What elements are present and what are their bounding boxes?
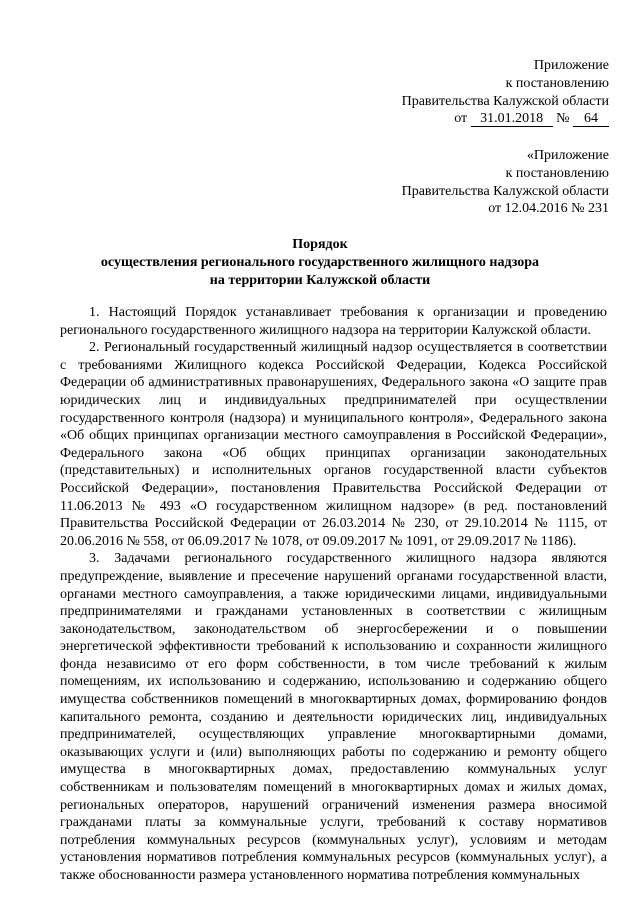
appendix-header (402, 57, 609, 128)
resolution-date: 31.01.2018 (471, 112, 553, 127)
ot-label: от (454, 111, 468, 127)
original-date-number: от 12.04.2016 № 231 (488, 201, 609, 217)
original-resolution-label: к постановлению (505, 165, 609, 181)
title-line-2: осуществления регионального государственного жилищного надзора (100, 254, 540, 270)
document-body (60, 304, 607, 885)
title-line-3: на территории Калужской области (209, 272, 431, 288)
original-appendix-header (402, 147, 609, 218)
resolution-number: 64 (573, 112, 609, 127)
paragraph-3: 3. Задачами регионального государственного жилищного надзора являются предупреждение, выявление и пресечение нарушений органами государственной власти, органами местного самоуправления, а также юридическими лицами, индивидуальными предпринимателями и гражданами установленных в соответствии с жилищным законодательством, законодательством об энергосбережении и о повышении энергетической эффективности требований к использованию и сохранности жилищного фонда независимо от его форм собственности, в том числе требований к жилым помещениям, их использованию и содержанию, использованию и содержанию общего имущества собственников помещений в многоквартирных домах, формированию фондов капитального ремонта, созданию и деятельности юридических лиц, индивидуальных предпринимателей, осуществляющих управление многоквартирными домами, оказывающих услуги и (или) выполняющих работы по содержанию и ремонту общего имущества в многоквартирных домах, предоставлению коммунальных услуг собственникам и пользователям помещений в многоквартирных домах и жилых домах, региональных операторов, нарушений ограничений изменения размера вносимой гражданами платы за коммунальные услуги, требований к составу нормативов потребления коммунальных ресурсов (коммунальных услуг), условиям и методам установления нормативов потребления коммунальных ресурсов (коммунальных услуг), а также обоснованности размера установленного норматива потребления коммунальных (60, 551, 607, 883)
original-government-label: Правительства Калужской области (401, 183, 609, 199)
paragraph-2: 2. Региональный государственный жилищный надзор осуществляется в соответствии с требованиями Жилищного кодекса Российской Федерации, Кодекса Российской Федерации об административных правонарушениях, Федерального закона «О защите прав юридических лиц и индивидуальных предпринимателей при осуществлении государственного контроля (надзора) и муниципального контроля», Федерального закона «Об общих принципах организации местного самоуправления в Российской Федерации», Федерального закона «Об общих принципах организации законодательных (представительных) и исполнительных органов государственной власти субъектов Российской Федерации», постановления Правительства Российской Федерации от 11.06.2013 № 493 «О государственном жилищном надзоре» (в ред. постановлений Правительства Российской Федерации от 26.03.2014 № 230, от 29.10.2014 № 1115, от 20.06.2016 № 558, от 06.09.2017 № 1078, от 09.09.2017 № 1091, от 29.09.2017 № 1186). (60, 340, 607, 549)
appendix-government-label: Правительства Калужской области (401, 93, 609, 109)
number-sign: № (556, 111, 570, 127)
document-title (0, 236, 640, 289)
appendix-resolution-label: к постановлению (505, 75, 609, 91)
original-appendix-label: «Приложение (526, 148, 609, 163)
paragraph-1: 1. Настоящий Порядок устанавливает требования к организации и проведению регионального государственного жилищного надзора на территории Калужской области. (60, 305, 607, 338)
appendix-label: Приложение (533, 58, 609, 73)
title-line-1: Порядок (292, 237, 348, 252)
appendix-date-line (454, 110, 609, 128)
